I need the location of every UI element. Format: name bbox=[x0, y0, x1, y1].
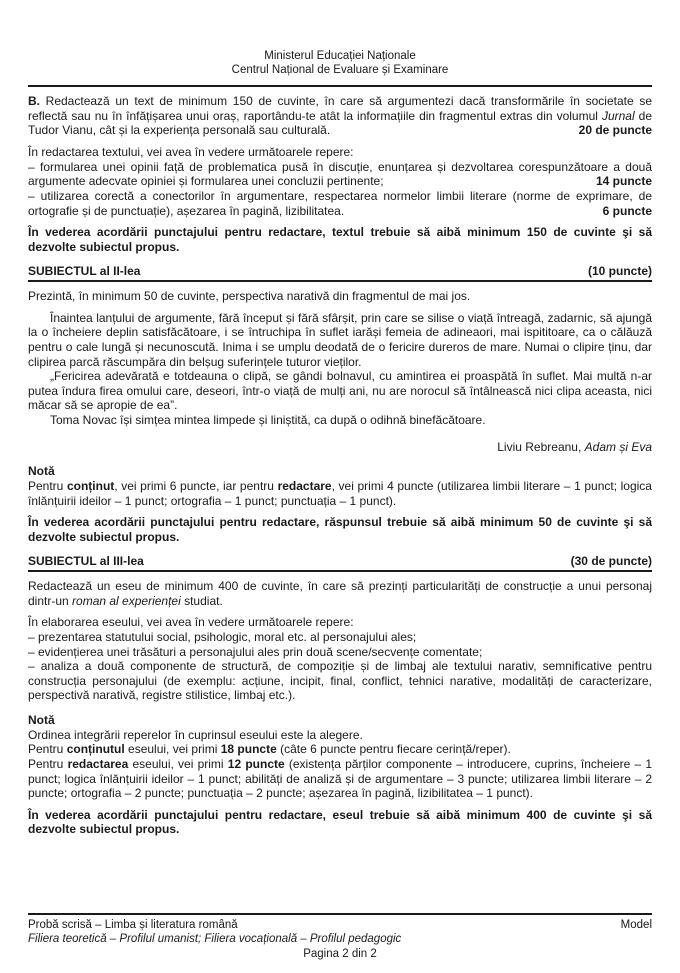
subject3-bullet-2: – evidențierea unei trăsături a personajului ales prin două scene/secvențe comentate; bbox=[28, 644, 483, 659]
note-text: eseului, vei primi bbox=[128, 756, 228, 771]
part-b-bullet-1-text: – formularea unei opinii față de problematica pusă în discuție, enunțarea și dezvoltarea corespunzătoare a două argumente adecvate opiniei și formularea unei concluzii pertinente; bbox=[28, 159, 652, 189]
part-b-repere-intro: În redactarea textului, vei avea în vedere următoarele repere: bbox=[28, 145, 354, 159]
footer-row-1 bbox=[28, 918, 652, 932]
subject2-note-label: Notă bbox=[28, 464, 55, 479]
subject3-task-genre: roman al experienței bbox=[72, 593, 181, 608]
part-b-task-paragraph bbox=[28, 94, 652, 138]
footer-model-label: Model bbox=[620, 918, 652, 931]
part-b-bullet-1-points: 14 puncte bbox=[590, 174, 652, 189]
subject3-points-badge: (30 de puncte) bbox=[570, 554, 652, 569]
header-org-line2: Centrul Național de Evaluare și Examinare bbox=[231, 63, 449, 76]
subject3-note-line3 bbox=[28, 757, 652, 801]
subject3-note-line2 bbox=[28, 742, 652, 757]
note-text: (existența părților componente – introducere, cuprins, încheiere – 1 punct; logica înlănțuirii ideilor – 1 punct; abilități de analiză și de argumentare – 3 puncte; utilizarea limbii literare – 2 puncte; ortografia – 2 puncte; punctuația – 2 puncte; așezarea în pagină, lizibilitatea – 1 punct). bbox=[28, 756, 652, 801]
note-text: Pentru bbox=[28, 756, 68, 771]
part-b-points-badge: 20 de puncte bbox=[573, 123, 652, 138]
subject2-title: SUBIECTUL al II-lea bbox=[28, 264, 141, 279]
part-b-requirement: În vederea acordării punctajului pentru redactare, textul trebuie să aibă minimum 150 de cuvinte şi să dezvolte subiectul propus. bbox=[28, 225, 652, 254]
attribution-work-title: Adam și Eva bbox=[584, 439, 652, 454]
subject2-requirement: În vederea acordării punctajului pentru redactare, răspunsul trebuie să aibă minimum 50 de cuvinte şi să dezvolte subiectul propus. bbox=[28, 515, 652, 544]
note-text: , vei primi 6 puncte, iar pentru bbox=[114, 478, 278, 493]
subject3-note-line1: Ordinea integrării reperelor în cuprinsul eseului este la alegere. bbox=[28, 727, 363, 742]
part-b-bullet-2 bbox=[28, 189, 652, 218]
part-b-bullet-2-text: – utilizarea corectă a conectorilor în argumentare, respectarea normelor limbii literare (norme de exprimare, de ortografie și de punctuație), așezarea în pagină, lizibilitatea. bbox=[28, 188, 652, 218]
subject3-task-text-after: studiat. bbox=[180, 593, 223, 608]
quote-attribution bbox=[28, 440, 652, 455]
note-bold-continutul: conținutul bbox=[66, 742, 125, 757]
subject2-quote-fragment bbox=[28, 311, 652, 428]
part-b-bullet-1 bbox=[28, 160, 652, 189]
quote-paragraph-3: Toma Novac își simțea mintea limpede și liniștită, ca după o odihnă binefăcătoare. bbox=[50, 413, 486, 427]
subject3-task bbox=[28, 579, 652, 608]
document-footer bbox=[28, 913, 652, 961]
footer-page-number: Pagina 2 din 2 bbox=[303, 947, 377, 960]
part-b-task-text-after: de Tudor Vianu, cât și la experiența personală sau culturală. bbox=[28, 108, 653, 138]
note-text: , vei primi 4 puncte (utilizarea limbii literare – 1 punct; logica înlănțuirii ideilor – 1 punct; ortografia – 1 punct; punctuația – 1 punct). bbox=[28, 478, 652, 508]
note-bold-redactare: redactare bbox=[277, 478, 332, 493]
header-org-line1: Ministerul Educației Naționale bbox=[264, 50, 416, 62]
document-header bbox=[28, 50, 652, 87]
subject3-requirement: În vederea acordării punctajului pentru redactare, eseul trebuie să aibă minimum 400 de cuvinte şi să dezvolte subiectul propus. bbox=[28, 807, 652, 837]
subject3-repere-intro: În elaborarea eseului, vei avea în vedere următoarele repere: bbox=[28, 615, 354, 630]
footer-exam-name: Probă scrisă – Limba și literatura română bbox=[28, 918, 238, 931]
note-text: Pentru bbox=[28, 742, 67, 757]
part-b-task-work-title: Jurnal bbox=[601, 108, 635, 123]
footer-filiera-line: Filiera teoretică – Profilul umanist; Filiera vocațională – Profilul pedagogic bbox=[28, 933, 402, 946]
subject3-task-text: Redactează un eseu de minimum 400 de cuvinte, în care să prezinți particularități de construcție a unui personaj dintr-un bbox=[28, 579, 652, 608]
subject2-task: Prezintă, în minimum 50 de cuvinte, perspectiva narativă din fragmentul de mai jos. bbox=[28, 289, 471, 303]
note-bold-12-puncte: 12 puncte bbox=[227, 756, 285, 771]
subject3-note-label: Notă bbox=[28, 713, 55, 727]
part-b-task-text: Redactează un text de minimum 150 de cuvinte, în care să argumentezi dacă transformările în societate se reflectă sau nu în înfățișarea unui oraș, raportându-te atât la informațiile din fragmentul extras din volumul bbox=[28, 94, 652, 123]
note-text: eseului, vei primi bbox=[124, 742, 221, 757]
part-b-label: B. bbox=[28, 94, 40, 109]
subject3-title: SUBIECTUL al III-lea bbox=[28, 554, 144, 569]
subject3-heading bbox=[28, 554, 652, 572]
note-bold-redactarea: redactarea bbox=[67, 756, 129, 771]
subject2-note-paragraph bbox=[28, 479, 652, 508]
subject2-points-badge: (10 puncte) bbox=[587, 264, 652, 279]
note-text: (câte 6 puncte pentru fiecare cerință/reper). bbox=[276, 742, 511, 757]
subject3-bullet-3: – analiza a două componente de structură, de compoziție și de limbaj ale textului narativ, semnificative pentru construcția personajului (de exemplu: acțiune, incipit, final, conflict, tehnici narative, modalități de caracterizare, perspectivă narativă, registre stilistice, limbaj etc.). bbox=[28, 659, 652, 703]
note-text: Pentru bbox=[28, 478, 67, 493]
subject2-heading bbox=[28, 264, 652, 282]
note-bold-continut: conținut bbox=[66, 478, 115, 493]
attribution-author: Liviu Rebreanu, bbox=[497, 439, 585, 454]
subject3-bullet-1: – prezentarea statutului social, psihologic, moral etc. al personajului ales; bbox=[28, 629, 417, 644]
quote-paragraph-2: „Fericirea adevărată e totdeauna o clipă, se gândi bolnavul, cu amintirea ei proaspătă în suflet. Mai multă n-ar putea îndura firea omului care, deseori, într-o viață de mulți ani, nu are norocul să întâlnească nici clipa aceasta, nici măcar să se apropie de ea”. bbox=[28, 369, 652, 413]
quote-paragraph-1: Înaintea lanțului de argumente, fără început și fără sfârșit, prin care se silise o viață întreagă, zadarnic, să ajungă la o încheiere deplin satisfăcătoare, i se întruchipa în suflet iarăși femeia de adineaori, mai ispititoare, ca o călăuză pentru o cale lungă și necunoscută. Inima i se umplu deodată de o fericire dureros de mare. Numai o clipire ținu, dar clipirea parcă răscumpăra din belșug suferințele tuturor vieților. bbox=[28, 310, 652, 369]
note-bold-18-puncte: 18 puncte bbox=[220, 742, 277, 757]
part-b-bullet-2-points: 6 puncte bbox=[597, 204, 652, 219]
